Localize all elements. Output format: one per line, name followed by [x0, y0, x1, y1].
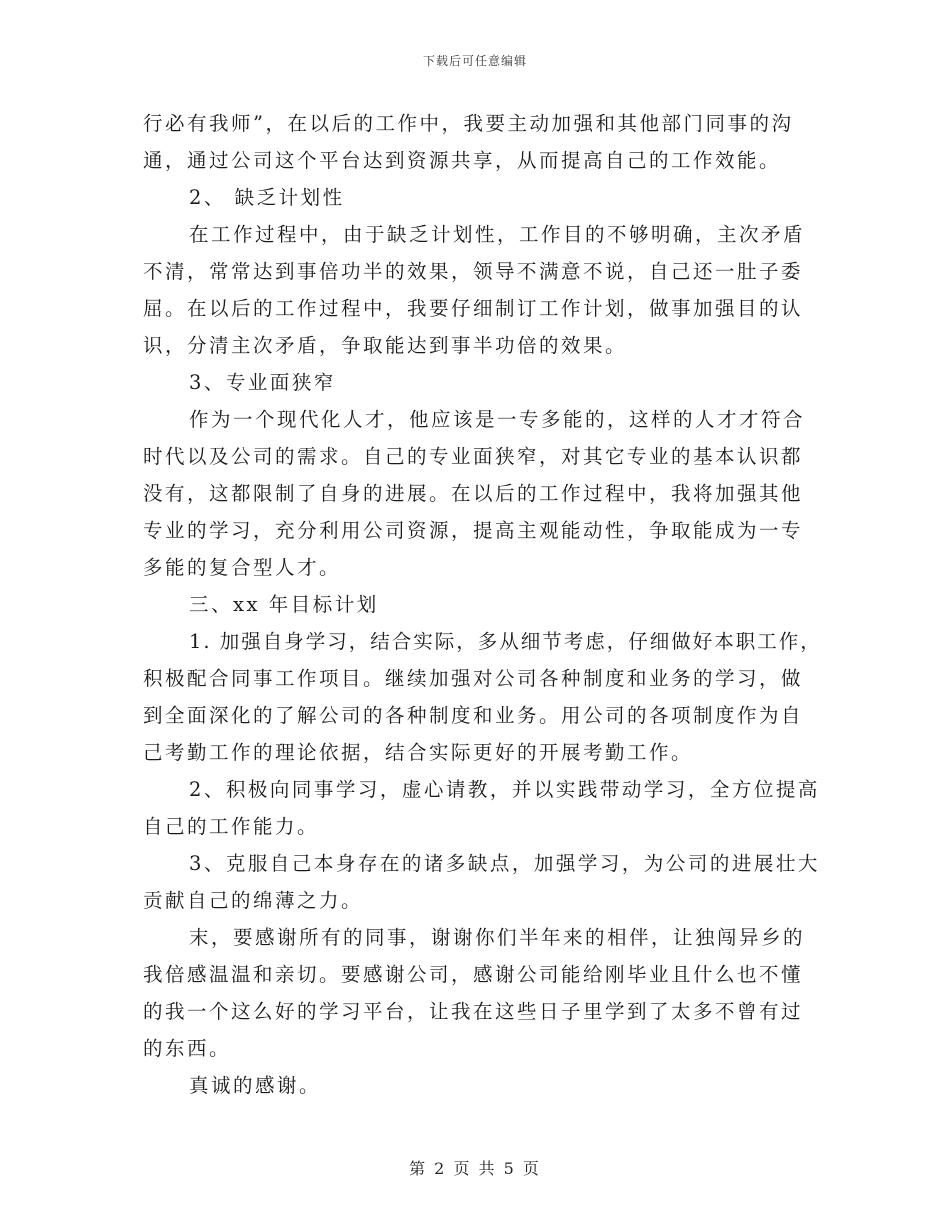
text-line: 屈。在以后的工作过程中，我要仔细制订工作计划，做事加强目的认: [143, 297, 804, 320]
text-line: 的东西。: [143, 1037, 232, 1060]
page-header: 下载后可任意编辑: [422, 54, 527, 68]
text-line: 不清，常常达到事倍功半的效果，领导不满意不说，自己还一肚子委: [143, 260, 804, 283]
text-line: 的我一个这么好的学习平台，让我在这些日子里学到了太多不曾有过: [143, 1000, 804, 1023]
text-line: 末，要感谢所有的同事，谢谢你们半年来的相伴，让独闯异乡的: [189, 926, 806, 949]
text-line: 3、克服自己本身存在的诸多缺点，加强学习，为公司的进展壮大: [189, 852, 820, 875]
text-line: 3、专业面狭窄: [189, 371, 336, 394]
text-line: 己考勤工作的理论依据，结合实际更好的开展考勤工作。: [143, 741, 694, 764]
document-body: [143, 105, 823, 1104]
text-line: 时代以及公司的需求。自己的专业面狭窄，对其它专业的基本认识都: [143, 445, 804, 468]
text-line: 贡献自己的绵薄之力。: [143, 889, 364, 912]
text-line: 2、积极向同事学习，虚心请教，并以实践带动学习，全方位提高: [189, 778, 820, 801]
text-line: 没有，这都限制了自身的进展。在以后的工作过程中，我将加强其他: [143, 482, 804, 505]
text-line: 专业的学习，充分利用公司资源，提高主观能动性，争取能成为一专: [143, 519, 804, 542]
text-line: 我倍感温温和亲切。要感谢公司，感谢公司能给刚毕业且什么也不懂: [143, 963, 804, 986]
text-line: 三、xx 年目标计划: [189, 593, 379, 616]
text-line: 行必有我师”，在以后的工作中，我要主动加强和其他部门同事的沟: [143, 112, 794, 135]
text-line: 真诚的感谢。: [189, 1074, 322, 1097]
text-line: 2、 缺乏计划性: [189, 186, 345, 209]
page-number: 第 2 页 共 5 页: [409, 1159, 541, 1178]
text-line: 识，分清主次矛盾，争取能达到事半功倍的效果。: [143, 334, 628, 357]
text-line: 作为一个现代化人才，他应该是一专多能的，这样的人才才符合: [189, 408, 806, 431]
text-line: 多能的复合型人才。: [143, 556, 342, 579]
text-line: 自己的工作能力。: [143, 815, 320, 838]
text-line: 在工作过程中，由于缺乏计划性，工作目的不够明确，主次矛盾: [189, 223, 806, 246]
text-line: 到全面深化的了解公司的各种制度和业务。用公司的各项制度作为自: [143, 704, 804, 727]
text-line: 通，通过公司这个平台达到资源共享，从而提高自己的工作效能。: [143, 149, 782, 172]
text-line: 积极配合同事工作项目。继续加强对公司各种制度和业务的学习，做: [143, 667, 804, 690]
text-line: 1. 加强自身学习，结合实际，多从细节考虑，仔细做好本职工作，: [189, 630, 822, 653]
